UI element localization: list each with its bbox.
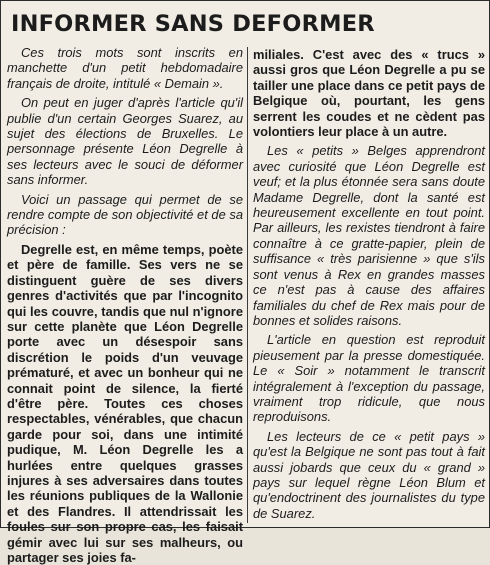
paragraph: Ces trois mots sont inscrits en manchette d'un petit hebdomadaire français de droite, intitulé « Demain ».: [7, 45, 243, 91]
paragraph: On peut en juger d'après l'article qu'il publie d'un certain Georges Suarez, au sujet des élections de Bruxelles. Le personnage présente Léon Degrelle à ses lecteurs avec le souci de déformer sans informer.: [7, 95, 243, 188]
quoted-passage-continued: miliales. C'est avec des « trucs » aussi gros que Léon Degrelle a pu se tailler une place dans ce petit pays de Belgique où, pourtant, les gens serrent les coudes et ne cèdent pas volontiers leur place à un autre.: [253, 47, 485, 140]
paragraph: Voici un passage qui permet de se rendre compte de son objectivité et de sa précision :: [7, 191, 243, 238]
paragraph: Les « petits » Belges apprendront avec curiosité que Léon Degrelle est veuf; et la plus étonnée sera sans doute Madame Degrelle, dont la santé est heureusement excellente en tout point. Par ailleurs, les rexistes tiendront à faire connaître à ce gratte-papier, plein de suffisance « très parisienne » que s'ils sont venus à Rex en grandes masses ce n'est pas à cause des affaires familiales du chef de Rex mais pour de bonnes et solides raisons.: [253, 143, 485, 328]
left-column: [7, 45, 243, 565]
quoted-passage: Degrelle est, en même temps, poète et père de famille. Ses vers ne se distinguent guère de ses divers genres d'activités que par l'incognito qui les couvre, tandis que nul n'ignore sur cette planète que Léon Degrelle porte avec un désespoir sans discrétion le poids d'un veuvage prématuré, et avec un bonheur qui ne connait point de silence, la fierté d'être père. Toutes ces choses respectables, vénérables, que chacun garde pour soi, dans une intimité pudique, M. Léon Degrelle les a hurlées entre quelques grasses injures à ses adversaires dans toutes les réunions publiques de la Wallonie et des Flandres. Il attendrissait les foules sur son propre cas, les faisait gémir avec lui sur ses malheurs, ou partager ses joies fa-: [7, 241, 243, 565]
column-divider: [247, 47, 248, 523]
paragraph: Les lecteurs de ce « petit pays » qu'est la Belgique ne sont pas tout à fait aussi jobards que ceux du « grand » pays sur lequel règne Léon Blum et qu'endoctrinent des journalistes du type de Suarez.: [253, 428, 485, 521]
headline: INFORMER SANS DEFORMER: [11, 11, 375, 37]
right-column: [253, 47, 485, 527]
paragraph: L'article en question est reproduit pieusement par la presse domestiquée. Le « Soir » notamment le transcrit intégralement à l'exception du passage, vraiment trop ridicule, que nous reproduisons.: [253, 332, 485, 425]
